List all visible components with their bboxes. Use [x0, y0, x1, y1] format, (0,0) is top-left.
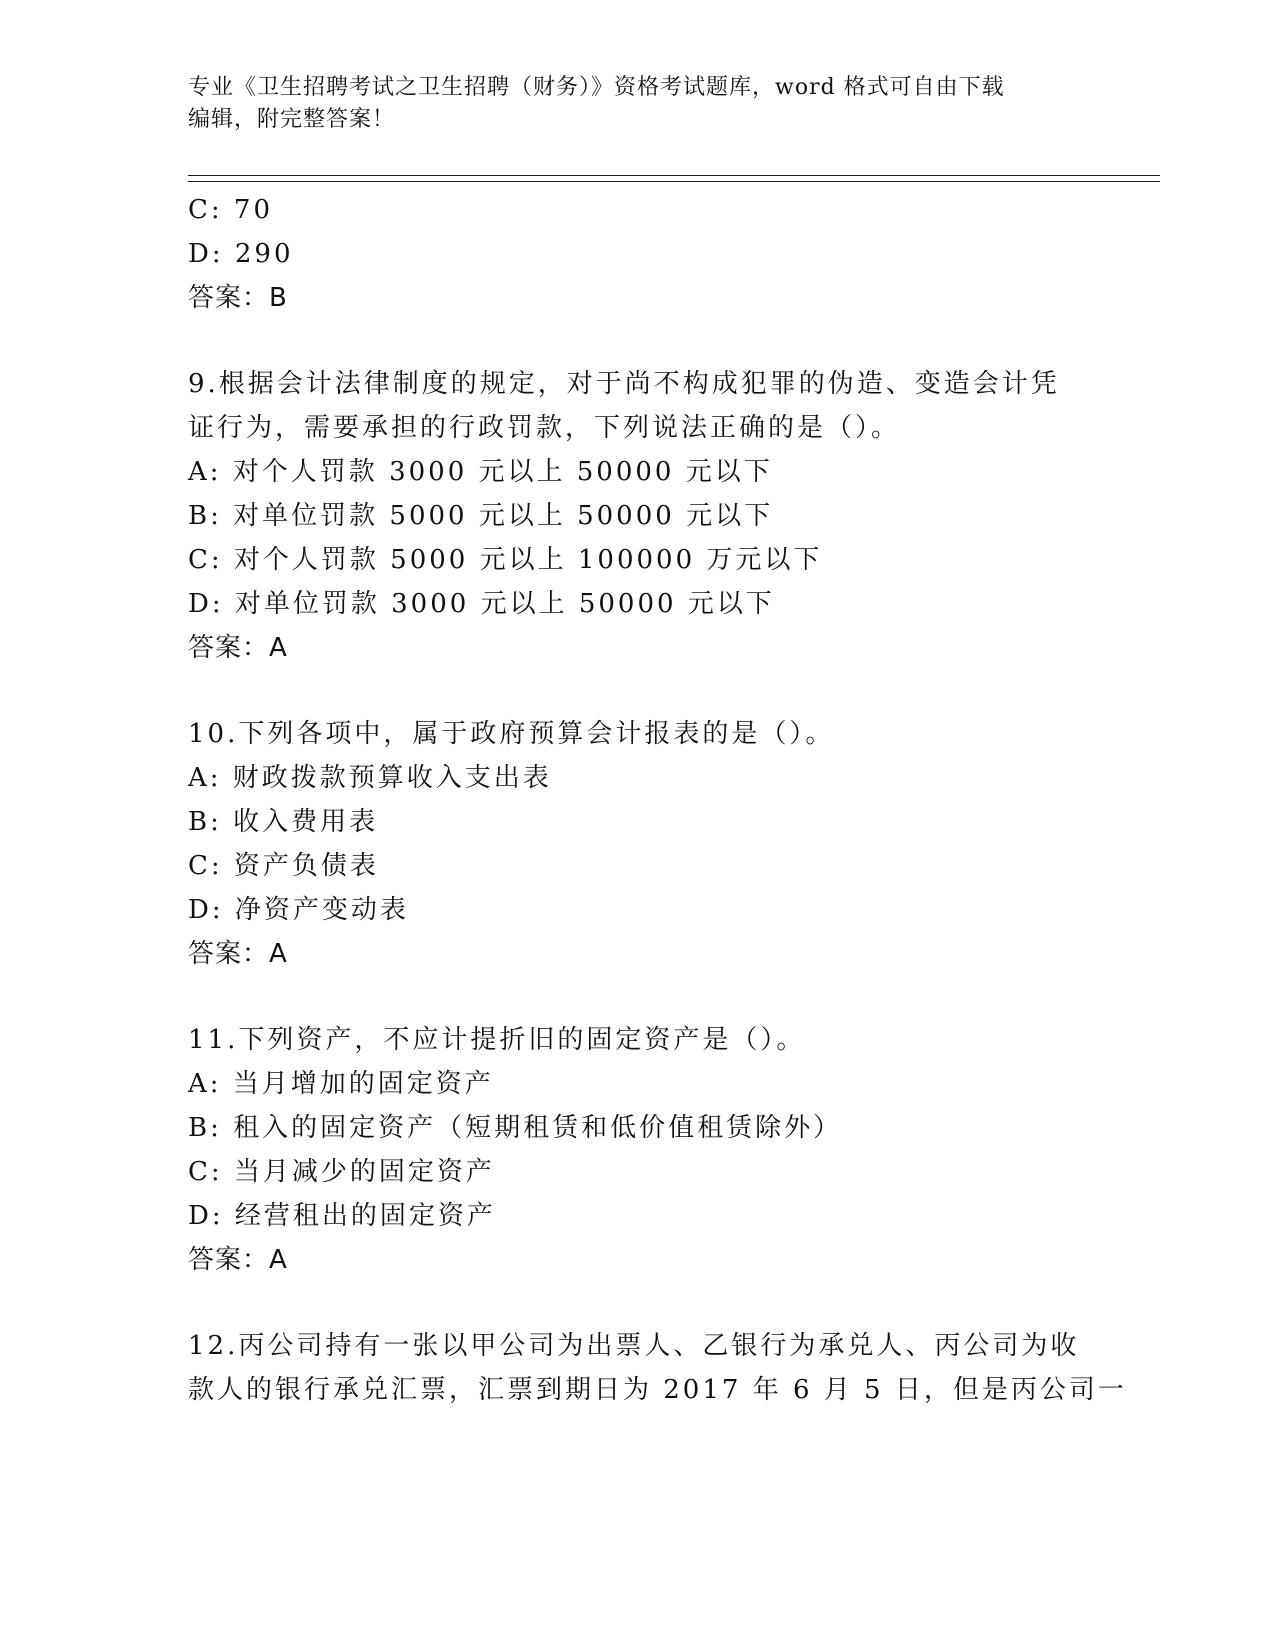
q9-stem-line-1: 9.根据会计法律制度的规定，对于尚不构成犯罪的伪造、变造会计凭	[188, 369, 1060, 399]
q11-option-d: D: 经营租出的固定资产	[188, 1201, 496, 1231]
q10-answer: 答案：A	[188, 939, 288, 969]
q9-stem-line-2: 证行为，需要承担的行政罚款，下列说法正确的是（）。	[188, 413, 901, 443]
header-line-2: 编辑，附完整答案！	[188, 107, 396, 132]
q8-answer: 答案：B	[188, 283, 288, 313]
q12-stem-line-1: 12.丙公司持有一张以甲公司为出票人、乙银行为承兑人、丙公司为收	[188, 1331, 1080, 1361]
q11-answer: 答案：A	[188, 1245, 288, 1275]
document-header	[188, 72, 1088, 136]
q11-option-c: C: 当月减少的固定资产	[188, 1157, 495, 1187]
q10-option-d: D: 净资产变动表	[188, 895, 409, 925]
q9-answer: 答案：A	[188, 633, 288, 663]
q9-option-a: A: 对个人罚款 3000 元以上 50000 元以下	[188, 457, 773, 487]
q9-option-c: C: 对个人罚款 5000 元以上 100000 万元以下	[188, 545, 823, 575]
q10-option-b: B: 收入费用表	[188, 807, 379, 837]
header-divider-top	[188, 175, 1160, 176]
header-divider-bottom	[188, 181, 1160, 182]
q10-option-c: C: 资产负债表	[188, 851, 379, 881]
q11-stem: 11.下列资产，不应计提折旧的固定资产是（）。	[188, 1025, 806, 1055]
q10-stem: 10.下列各项中，属于政府预算会计报表的是（）。	[188, 719, 835, 749]
q11-option-a: A: 当月增加的固定资产	[188, 1069, 494, 1099]
q11-option-b: B: 租入的固定资产（短期租赁和低价值租赁除外）	[188, 1113, 843, 1143]
q9-option-d: D: 对单位罚款 3000 元以上 50000 元以下	[188, 589, 775, 619]
header-line-1: 专业《卫生招聘考试之卫生招聘（财务）》资格考试题库，word 格式可自由下载	[188, 75, 1005, 100]
q12-stem-line-2: 款人的银行承兑汇票，汇票到期日为 2017 年 6 月 5 日，但是丙公司一	[188, 1375, 1127, 1405]
q10-option-a: A: 财政拨款预算收入支出表	[188, 763, 552, 793]
q9-option-b: B: 对单位罚款 5000 元以上 50000 元以下	[188, 501, 774, 531]
q8-option-c: C: 70	[188, 195, 274, 225]
q8-option-d: D: 290	[188, 239, 294, 269]
